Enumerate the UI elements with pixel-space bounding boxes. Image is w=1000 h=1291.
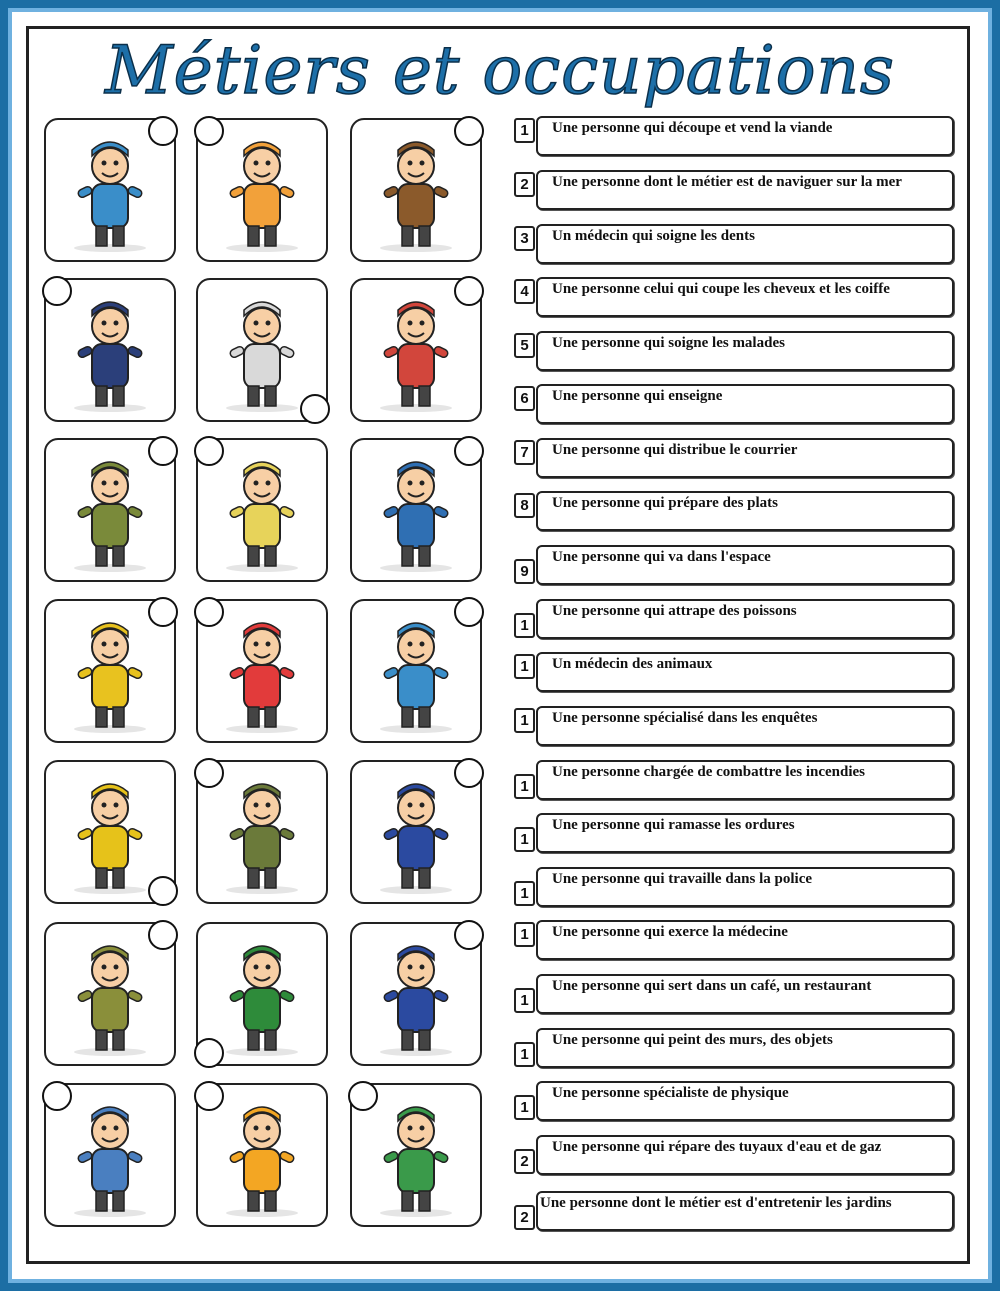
character-illustration bbox=[204, 126, 320, 254]
character-illustration bbox=[204, 768, 320, 896]
answer-circle[interactable] bbox=[454, 116, 484, 146]
sailor-picture bbox=[44, 278, 176, 422]
answer-circle[interactable] bbox=[194, 436, 224, 466]
doctor-picture bbox=[350, 599, 482, 743]
definition-number[interactable]: 1 bbox=[514, 1095, 535, 1120]
answer-circle[interactable] bbox=[148, 436, 178, 466]
firefighter-picture bbox=[44, 438, 176, 582]
fisherman-picture bbox=[44, 760, 176, 904]
character-illustration bbox=[204, 286, 320, 414]
answer-circle[interactable] bbox=[42, 1081, 72, 1111]
definition-text: Une personne dont le métier est d'entretenir les jardins bbox=[540, 1195, 892, 1211]
garbage-collector-picture bbox=[196, 760, 328, 904]
definition-text: Une personne spécialisé dans les enquêtes bbox=[552, 710, 818, 726]
answer-circle[interactable] bbox=[42, 276, 72, 306]
definition-row bbox=[512, 545, 956, 587]
definition-number[interactable]: 7 bbox=[514, 440, 535, 465]
detective-picture bbox=[44, 922, 176, 1066]
character-illustration bbox=[52, 607, 168, 735]
definition-number[interactable]: 1 bbox=[514, 654, 535, 679]
character-illustration bbox=[52, 930, 168, 1058]
definition-row bbox=[512, 599, 956, 641]
definition-number[interactable]: 6 bbox=[514, 386, 535, 411]
answer-circle[interactable] bbox=[148, 597, 178, 627]
character-illustration bbox=[204, 1091, 320, 1219]
character-illustration bbox=[52, 768, 168, 896]
character-illustration bbox=[358, 126, 474, 254]
answer-circle[interactable] bbox=[348, 1081, 378, 1111]
butcher-picture bbox=[350, 438, 482, 582]
character-illustration bbox=[204, 930, 320, 1058]
mail-carrier-picture bbox=[350, 922, 482, 1066]
definition-text: Un médecin des animaux bbox=[552, 656, 713, 672]
character-illustration bbox=[52, 286, 168, 414]
definition-number[interactable]: 2 bbox=[514, 172, 535, 197]
scientist-picture bbox=[196, 438, 328, 582]
answer-circle[interactable] bbox=[148, 116, 178, 146]
definition-text: Une personne qui répare des tuyaux d'eau et de gaz bbox=[552, 1139, 882, 1155]
character-illustration bbox=[358, 768, 474, 896]
definition-text: Une personne qui va dans l'espace bbox=[552, 549, 771, 565]
hairdresser-picture bbox=[196, 278, 328, 422]
answer-circle[interactable] bbox=[454, 276, 484, 306]
waiter-picture bbox=[44, 599, 176, 743]
character-illustration bbox=[358, 1091, 474, 1219]
definition-row bbox=[512, 224, 956, 266]
definition-text: Une personne qui distribue le courrier bbox=[552, 442, 798, 458]
definition-number[interactable]: 1 bbox=[514, 1042, 535, 1067]
character-illustration bbox=[358, 930, 474, 1058]
definition-text: Un médecin qui soigne les dents bbox=[552, 228, 755, 244]
definition-number[interactable]: 1 bbox=[514, 922, 535, 947]
definition-row bbox=[512, 116, 956, 158]
definition-number[interactable]: 1 bbox=[514, 613, 535, 638]
definition-row bbox=[512, 491, 956, 533]
definition-text: Une personne chargée de combattre les incendies bbox=[552, 764, 866, 780]
definition-row bbox=[512, 384, 956, 426]
answer-circle[interactable] bbox=[194, 1081, 224, 1111]
definition-text: Une personne spécialiste de physique bbox=[552, 1085, 789, 1101]
definition-text: Une personne qui attrape des poissons bbox=[552, 603, 797, 619]
character-illustration bbox=[358, 607, 474, 735]
definition-row bbox=[512, 974, 956, 1016]
definition-row bbox=[512, 170, 956, 212]
page-title: Métiers et occupations bbox=[105, 32, 895, 109]
definition-number[interactable]: 2 bbox=[514, 1149, 535, 1174]
definition-text: Une personne qui enseigne bbox=[552, 388, 723, 404]
definition-text: Une personne qui ramasse les ordures bbox=[552, 817, 795, 833]
answer-circle[interactable] bbox=[148, 920, 178, 950]
definition-number[interactable]: 4 bbox=[514, 279, 535, 304]
answer-circle[interactable] bbox=[454, 436, 484, 466]
definition-row bbox=[512, 1135, 956, 1177]
definition-number[interactable]: 5 bbox=[514, 333, 535, 358]
answer-circle[interactable] bbox=[194, 116, 224, 146]
definition-row bbox=[512, 760, 956, 802]
definition-row bbox=[512, 867, 956, 909]
answer-circle[interactable] bbox=[194, 758, 224, 788]
nurse-picture bbox=[196, 599, 328, 743]
astronaut-picture bbox=[196, 118, 328, 262]
definition-row bbox=[512, 1028, 956, 1070]
character-illustration bbox=[204, 446, 320, 574]
definition-text: Une personne dont le métier est de naviguer sur la mer bbox=[552, 174, 902, 190]
character-illustration bbox=[52, 446, 168, 574]
character-illustration bbox=[52, 126, 168, 254]
definition-text: Une personne qui travaille dans la police bbox=[552, 871, 813, 887]
definition-text: Une personne celui qui coupe les cheveux et les coiffe bbox=[552, 281, 890, 297]
definition-row bbox=[512, 1081, 956, 1123]
answer-circle[interactable] bbox=[454, 920, 484, 950]
definition-number[interactable]: 1 bbox=[514, 708, 535, 733]
definition-row bbox=[512, 920, 956, 962]
definition-text: Une personne qui découpe et vend la viande bbox=[552, 120, 833, 136]
definition-row bbox=[512, 813, 956, 855]
cook-picture bbox=[196, 1083, 328, 1227]
definition-number[interactable]: 9 bbox=[514, 559, 535, 584]
answer-circle[interactable] bbox=[194, 1038, 224, 1068]
definition-text: Une personne qui soigne les malades bbox=[552, 335, 785, 351]
character-illustration bbox=[52, 1091, 168, 1219]
gardener-picture bbox=[350, 1083, 482, 1227]
painter-picture bbox=[350, 118, 482, 262]
definition-number[interactable]: 3 bbox=[514, 226, 535, 251]
veterinarian-picture bbox=[44, 118, 176, 262]
definition-text: Une personne qui sert dans un café, un restaurant bbox=[552, 978, 872, 994]
definition-text: Une personne qui exerce la médecine bbox=[552, 924, 788, 940]
definition-row bbox=[512, 706, 956, 748]
definition-number[interactable]: 2 bbox=[514, 1205, 535, 1230]
definition-number[interactable]: 1 bbox=[514, 988, 535, 1013]
teacher-picture bbox=[196, 922, 328, 1066]
definition-number[interactable]: 1 bbox=[514, 118, 535, 143]
definition-row bbox=[512, 438, 956, 480]
answer-circle[interactable] bbox=[194, 597, 224, 627]
answer-circle[interactable] bbox=[454, 597, 484, 627]
character-illustration bbox=[358, 286, 474, 414]
character-illustration bbox=[358, 446, 474, 574]
definition-text: Une personne qui prépare des plats bbox=[552, 495, 778, 511]
answer-circle[interactable] bbox=[148, 876, 178, 906]
definition-row bbox=[512, 652, 956, 694]
answer-circle[interactable] bbox=[454, 758, 484, 788]
definition-text: Une personne qui peint des murs, des objets bbox=[552, 1032, 833, 1048]
dentist-picture bbox=[350, 278, 482, 422]
plumber-picture bbox=[44, 1083, 176, 1227]
definition-number[interactable]: 1 bbox=[514, 881, 535, 906]
character-illustration bbox=[204, 607, 320, 735]
answer-circle[interactable] bbox=[300, 394, 330, 424]
definition-number[interactable]: 1 bbox=[514, 774, 535, 799]
definition-row bbox=[512, 277, 956, 319]
police-officer-picture bbox=[350, 760, 482, 904]
definition-row bbox=[512, 1191, 956, 1233]
definition-number[interactable]: 8 bbox=[514, 493, 535, 518]
definition-row bbox=[512, 331, 956, 373]
definition-number[interactable]: 1 bbox=[514, 827, 535, 852]
